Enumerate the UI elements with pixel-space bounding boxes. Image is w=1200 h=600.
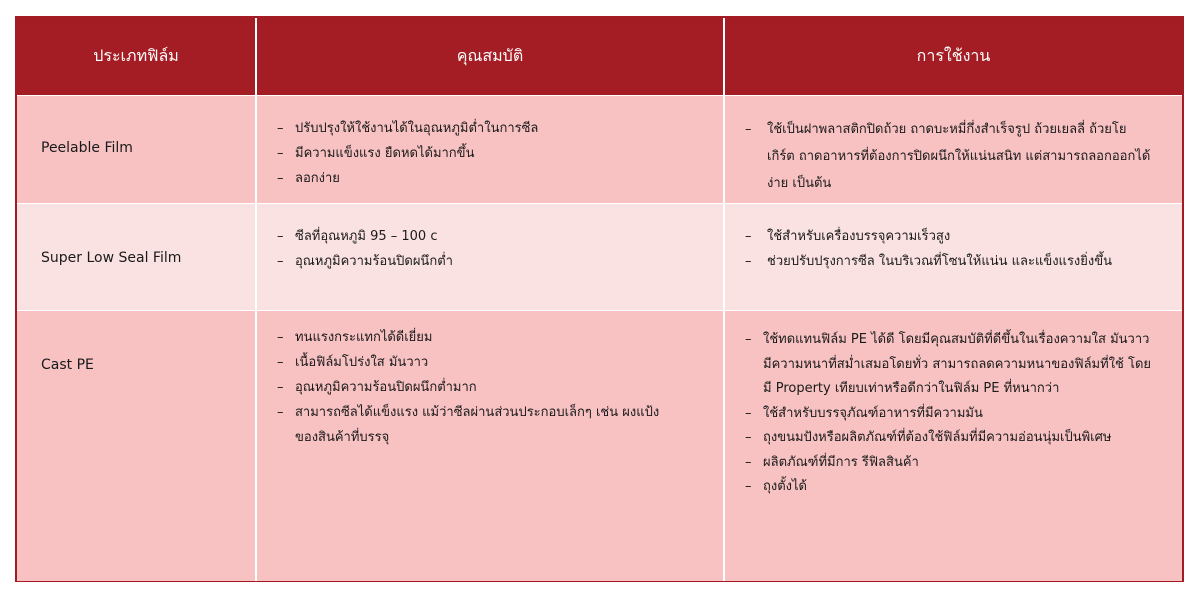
properties-list <box>257 204 723 274</box>
usage-list <box>725 96 1182 197</box>
film-name: Super Low Seal Film <box>41 250 182 266</box>
header-film-type: ประเภทฟิล์ม <box>93 46 179 65</box>
properties-list <box>257 311 723 450</box>
properties-cell <box>255 96 723 204</box>
list-item: – เนื้อฟิล์มโปร่งใส มันวาว <box>277 355 429 370</box>
properties-cell <box>255 204 723 311</box>
list-item: – ช่วยปรับปรุงการซีล ในบริเวณที่โซนให้แน่น และแข็งแรงยิ่งขึ้น <box>745 254 1113 269</box>
properties-list <box>257 96 723 191</box>
header-properties: คุณสมบัติ <box>255 18 723 95</box>
table-row <box>17 310 1182 581</box>
list-item: – อุณหภูมิความร้อนปิดผนึกต่ำมาก <box>277 380 477 395</box>
list-item: – ทนแรงกระแทกได้ดีเยี่ยม <box>277 330 433 345</box>
list-item: – มีความแข็งแรง ยืดหดได้มากขึ้น <box>277 146 475 161</box>
usage-list <box>725 204 1182 274</box>
film-types-table <box>15 16 1184 582</box>
list-item: – ใช้สำหรับบรรจุภัณฑ์อาหารที่มีความมัน <box>745 405 983 421</box>
table-header <box>17 18 1182 95</box>
usage-cell <box>723 204 1182 311</box>
list-item: – ถุงขนมปังหรือผลิตภัณฑ์ที่ต้องใช้ฟิล์มที่มีความอ่อนนุ่มเป็นพิเศษ <box>745 430 1112 445</box>
film-name-cell <box>17 204 255 311</box>
list-item: – ซีลที่อุณหภูมิ 95 – 100 c <box>277 229 438 244</box>
table-row <box>17 95 1182 204</box>
list-item: – ปรับปรุงให้ใช้งานได้ในอุณหภูมิต่ำในการซีล <box>277 121 539 136</box>
header-usage: การใช้งาน <box>723 18 1182 95</box>
usage-cell <box>723 311 1182 581</box>
properties-cell <box>255 311 723 581</box>
film-name-cell <box>17 311 255 581</box>
list-item: – ใช้สำหรับเครื่องบรรจุความเร็วสูง <box>745 229 951 244</box>
film-name: Cast PE <box>41 357 94 373</box>
usage-list <box>725 311 1182 500</box>
list-item: – ใช้เป็นฝาพลาสติกปิดถ้วย ถาดบะหมี่กึ่งสำเร็จรูป ถ้วยเยลลี่ ถ้วยโยเกิร์ต ถาดอาหารที่ต้องการปิดผนึกให้แน่นสนิท แต่สามารถลอกออกได้ง่าย เป็นต้น <box>745 122 1151 191</box>
list-item: – ลอกง่าย <box>277 171 340 186</box>
list-item: – สามารถซีลได้แข็งแรง แม้ว่าซีลผ่านส่วนประกอบเล็กๆ เช่น ผงแป้งของสินค้าที่บรรจุ <box>277 405 660 445</box>
list-item: – ถุงตั้งได้ <box>745 479 807 494</box>
list-item: – อุณหภูมิความร้อนปิดผนึกต่ำ <box>277 254 453 269</box>
usage-cell <box>723 96 1182 204</box>
list-item: – ผลิตภัณฑ์ที่มีการ รีฟิลสินค้า <box>745 454 919 470</box>
table-row <box>17 203 1182 311</box>
film-name-cell <box>17 96 255 204</box>
film-name: Peelable Film <box>41 140 133 156</box>
list-item: – ใช้ทดแทนฟิล์ม PE ได้ดี โดยมีคุณสมบัติที่ดีขึ้นในเรื่องความใส มันวาว มีความหนาที่สม่ำเสมอโดยทั่ว สามารถลดความหนาของฟิล์มที่ใช้ โดยมี Property เทียบเท่าหรือดีกว่าในฟิล์ม PE ที่หนากว่า <box>745 332 1152 396</box>
